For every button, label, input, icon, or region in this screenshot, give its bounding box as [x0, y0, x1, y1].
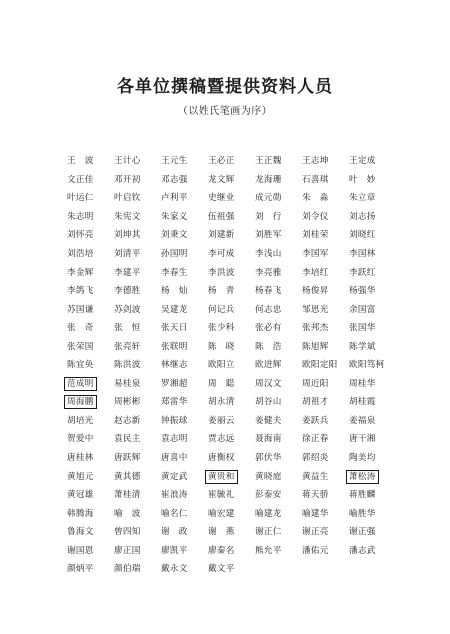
name-entry: 苏剑波 — [114, 304, 141, 315]
name-entry: 杨强华 — [349, 286, 376, 297]
name-entry: 张联明 — [161, 341, 188, 352]
name-entry: 谢国恩 — [67, 545, 94, 556]
name-entry: 余国富 — [349, 304, 376, 315]
name-entry: 唐桂林 — [67, 453, 94, 464]
name-entry: 刘桂荣 — [302, 230, 329, 241]
name-entry: 廖秦名 — [208, 545, 235, 556]
name-entry: 李可成 — [208, 249, 235, 259]
name-entry: 王正魏 — [255, 156, 282, 167]
name-entry: 喻名仁 — [161, 508, 188, 519]
name-entry: 成元勋 — [255, 193, 282, 204]
name-entry: 王 波 — [67, 156, 94, 167]
name-entry: 李金辉 — [67, 267, 94, 278]
name-entry: 朱家义 — [161, 211, 188, 222]
page-subtitle: （以姓氏笔画为序） — [177, 106, 273, 117]
name-entry: 萧桂清 — [114, 490, 141, 501]
name-entry: 范成明 — [64, 377, 97, 391]
name-entry: 孙国明 — [161, 249, 188, 259]
name-entry: 朱志明 — [67, 211, 94, 222]
name-entry: 杨 灿 — [161, 286, 188, 297]
name-entry: 邓开初 — [114, 174, 141, 185]
name-entry: 胡祖才 — [302, 397, 329, 408]
name-entry: 刘清平 — [114, 249, 141, 259]
name-entry: 刘 行 — [255, 211, 282, 222]
page-title: 各单位撰稿暨提供资料人员 — [117, 77, 333, 97]
name-entry: 刘胜军 — [255, 230, 282, 241]
name-entry: 邓志强 — [161, 174, 188, 185]
name-entry: 邹思光 — [302, 304, 329, 315]
name-entry: 陈洪波 — [114, 360, 141, 371]
name-entry: 欧进辉 — [255, 360, 282, 371]
name-entry: 刘志扬 — [349, 211, 376, 222]
name-entry: 廖正国 — [114, 545, 141, 556]
name-entry: 郭绍炎 — [302, 453, 329, 464]
name-entry: 史继业 — [208, 193, 235, 204]
name-entry: 戴永文 — [161, 564, 188, 575]
name-entry: 潘佑元 — [302, 545, 329, 556]
name-entry: 何记兵 — [208, 304, 235, 315]
name-entry: 杨俊昇 — [302, 286, 329, 297]
name-entry: 谢 政 — [161, 527, 188, 538]
name-entry: 叶 妙 — [349, 174, 376, 185]
name-entry: 黄旭元 — [67, 471, 94, 482]
name-entry: 何志忠 — [255, 304, 282, 315]
name-entry: 钟振球 — [161, 415, 188, 426]
name-entry: 吴建龙 — [161, 304, 188, 315]
name-entry: 陈 晓 — [208, 341, 235, 352]
name-entry: 谢正强 — [349, 527, 376, 538]
name-entry: 韩腾海 — [67, 508, 94, 519]
name-entry: 谢正亮 — [302, 527, 329, 538]
name-entry: 张天日 — [161, 323, 188, 334]
name-entry: 颜伯瑞 — [114, 564, 141, 575]
name-entry: 贺爱中 — [67, 434, 94, 445]
name-entry: 李浅山 — [255, 249, 282, 259]
name-entry: 周桂华 — [349, 378, 376, 389]
name-entry: 卢利平 — [161, 193, 188, 204]
name-entry: 潘志武 — [349, 545, 376, 556]
name-entry: 周 聪 — [208, 378, 235, 389]
name-entry: 张 奇 — [67, 323, 94, 334]
name-entry: 唐喜中 — [161, 453, 188, 464]
name-entry: 周汉文 — [255, 378, 282, 389]
name-entry: 唐干湘 — [349, 434, 376, 445]
name-entry: 胡谷山 — [255, 397, 282, 408]
name-entry: 李春生 — [161, 267, 188, 278]
name-entry: 李洪波 — [208, 267, 235, 278]
name-entry: 喻胜华 — [349, 508, 376, 519]
name-entry: 刘坤其 — [114, 230, 141, 241]
name-entry: 陈 浩 — [255, 341, 282, 352]
name-entry: 王计心 — [114, 156, 141, 167]
name-entry: 廖凯平 — [161, 545, 188, 556]
name-entry: 谢 燕 — [208, 527, 235, 538]
name-entry: 石喜琪 — [302, 174, 329, 185]
name-entry: 徐正春 — [302, 434, 329, 445]
name-entry: 王志坤 — [302, 156, 329, 167]
name-entry: 姜福泉 — [349, 415, 376, 426]
name-entry: 黄定武 — [161, 471, 188, 482]
name-entry: 李国林 — [349, 249, 376, 259]
name-entry: 聂海南 — [255, 434, 282, 445]
name-entry: 赵志新 — [114, 415, 141, 426]
name-list — [67, 152, 397, 579]
name-entry: 李跃红 — [349, 267, 376, 278]
name-entry: 黄晓庭 — [255, 471, 282, 482]
name-entry: 李鸽飞 — [67, 286, 94, 297]
name-entry: 文正佳 — [67, 174, 94, 185]
name-entry: 萧松涛 — [346, 470, 379, 484]
name-entry: 喻宏建 — [208, 508, 235, 519]
name-entry: 黄贵和 — [205, 470, 238, 484]
name-entry: 张 恒 — [114, 323, 141, 334]
name-entry: 朱 淼 — [302, 193, 329, 204]
name-entry: 张必有 — [255, 323, 282, 334]
name-entry: 贾志远 — [208, 434, 235, 445]
name-entry: 张荣国 — [67, 341, 94, 352]
name-entry: 李培红 — [302, 267, 329, 278]
name-entry: 姜健夫 — [255, 415, 282, 426]
name-entry: 黄其德 — [114, 471, 141, 482]
name-entry: 曾四知 — [114, 527, 141, 538]
name-entry: 喻 波 — [114, 508, 141, 519]
name-entry: 张国华 — [349, 323, 376, 334]
name-entry: 王定成 — [349, 156, 376, 167]
name-entry: 黄益生 — [302, 471, 329, 482]
name-entry: 蒋天骄 — [302, 490, 329, 501]
name-entry: 李国军 — [302, 249, 329, 259]
name-entry: 姜跃兵 — [302, 415, 329, 426]
name-entry: 龙海珊 — [255, 174, 282, 185]
name-entry: 易桂泉 — [114, 378, 141, 389]
name-entry: 张少科 — [208, 323, 235, 334]
name-entry: 伍祖强 — [208, 211, 235, 222]
name-entry: 周近阳 — [302, 378, 329, 389]
name-entry: 周海鹏 — [64, 395, 97, 409]
name-entry: 李亮雅 — [255, 267, 282, 278]
name-entry: 喻建华 — [302, 508, 329, 519]
name-entry: 欧阳立 — [208, 360, 235, 371]
name-entry: 颜炳平 — [67, 564, 94, 575]
name-entry: 李德胜 — [114, 286, 141, 297]
name-entry: 熊允平 — [255, 545, 282, 556]
name-entry: 欧阳定阳 — [302, 360, 338, 371]
name-entry: 陶美均 — [349, 453, 376, 464]
name-entry: 胡永清 — [208, 397, 235, 408]
name-entry: 陈旭辉 — [302, 341, 329, 352]
name-entry: 周彬彬 — [114, 397, 141, 408]
name-entry: 叶运仁 — [67, 193, 94, 204]
name-entry: 胡培光 — [67, 415, 94, 426]
name-entry: 刘建新 — [208, 230, 235, 241]
name-entry: 戴文平 — [208, 564, 235, 575]
name-entry: 唐衡权 — [208, 453, 235, 464]
name-entry: 张亮轩 — [114, 341, 141, 352]
name-entry: 喻建龙 — [255, 508, 282, 519]
name-entry: 郑雷华 — [161, 397, 188, 408]
name-entry: 刘晓红 — [349, 230, 376, 241]
name-entry: 王元生 — [161, 156, 188, 167]
name-entry: 崔浪涛 — [161, 490, 188, 501]
name-entry: 张邦杰 — [302, 323, 329, 334]
name-entry: 朱宪文 — [114, 211, 141, 222]
name-entry: 林继志 — [161, 360, 188, 371]
name-entry: 陈学斌 — [349, 341, 376, 352]
name-entry: 唐跃辉 — [114, 453, 141, 464]
name-entry: 杨 青 — [208, 286, 235, 297]
name-entry: 罗湘超 — [161, 378, 188, 389]
name-entry: 刘秉文 — [161, 230, 188, 241]
name-entry: 陈宜奂 — [67, 360, 94, 371]
name-entry: 姜丽云 — [208, 415, 235, 426]
name-entry: 鲁海文 — [67, 527, 94, 538]
name-entry: 杨春飞 — [255, 286, 282, 297]
name-entry: 龙文辉 — [208, 174, 235, 185]
name-entry: 叶启钦 — [114, 193, 141, 204]
name-entry: 郭伏华 — [255, 453, 282, 464]
name-entry: 彭泰安 — [255, 490, 282, 501]
name-entry: 胡桂霞 — [349, 397, 376, 408]
name-entry: 刘令仪 — [302, 211, 329, 222]
name-entry: 李建平 — [114, 267, 141, 278]
name-entry: 刘浩培 — [67, 249, 94, 259]
name-entry: 袁志明 — [161, 434, 188, 445]
name-entry: 袁民主 — [114, 434, 141, 445]
name-entry: 刘怀亮 — [67, 230, 94, 241]
name-entry: 朱立章 — [349, 193, 376, 204]
name-entry: 谢正仁 — [255, 527, 282, 538]
name-entry: 黄冠雄 — [67, 490, 94, 501]
name-entry: 王必正 — [208, 156, 235, 167]
name-entry: 崔毓礼 — [208, 490, 235, 501]
name-entry: 苏国谦 — [67, 304, 94, 315]
name-entry: 欧阳笃柯 — [349, 360, 385, 371]
name-entry: 蒋胜麟 — [349, 490, 376, 501]
